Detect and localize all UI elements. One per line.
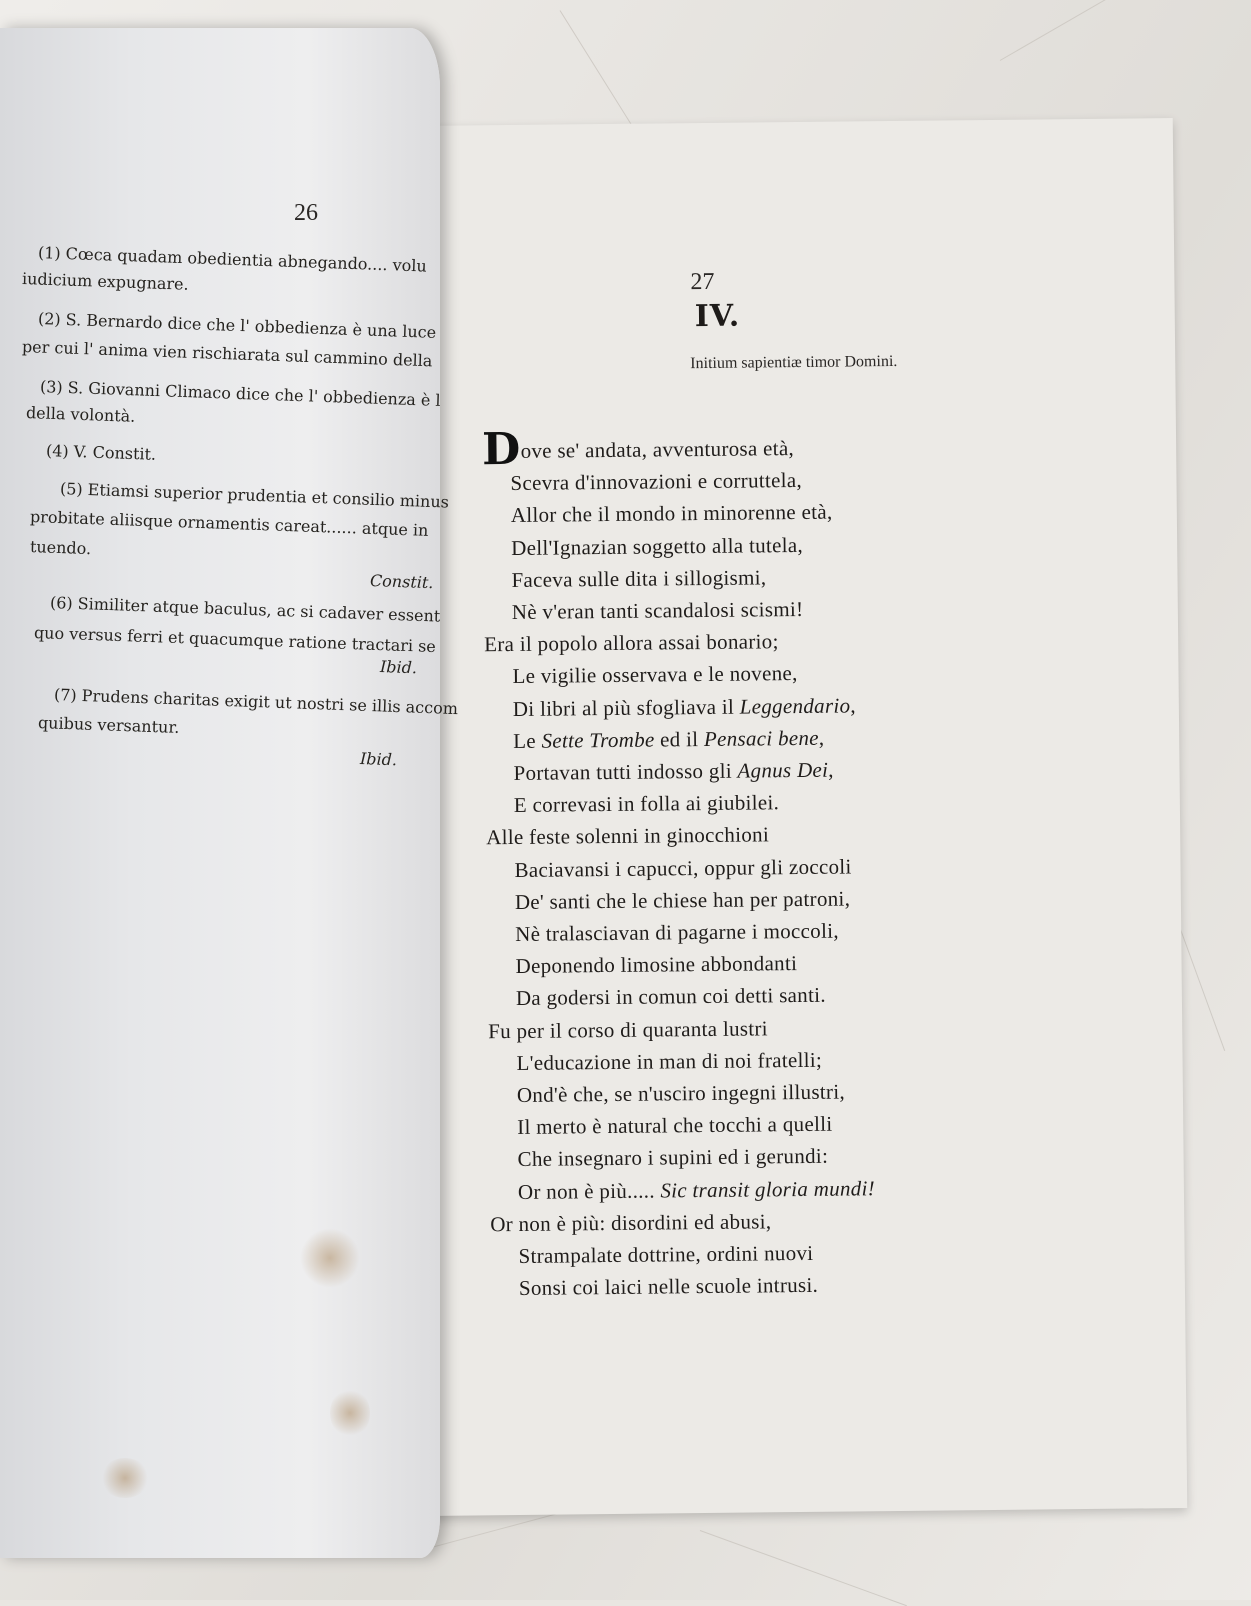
drop-cap: D bbox=[481, 423, 521, 476]
footnote-line: Ibid. bbox=[379, 657, 418, 678]
footnote-line: per cui l' anima vien rischiarata sul cammino della bbox=[21, 337, 433, 371]
poem-text: Nè v'eran tanti scandalosi scismi! bbox=[511, 596, 804, 625]
poem-text: Dell'Ignazian soggetto alla tutela, bbox=[511, 532, 804, 560]
footnote-line: Constit. bbox=[369, 571, 434, 593]
footnote-line: quo versus ferri et quacumque ratione tractari se bbox=[33, 623, 437, 657]
poem-text: Faceva sulle dita i sillogismi, bbox=[511, 565, 767, 592]
foxing-stain bbox=[300, 1228, 360, 1288]
footnote-line: (6) Similiter atque baculus, ac si cadaver essent bbox=[49, 593, 441, 626]
poem-text: Ond'è che, se n'usciro ingegni illustri, bbox=[516, 1079, 846, 1108]
poem-text: E correvasi in folla ai giubilei. bbox=[513, 790, 780, 818]
footnote-line: (1) Cœca quadam obedientia abnegando.... volu bbox=[37, 243, 428, 276]
footnote-line: della volontà. bbox=[25, 403, 136, 426]
footnote-line: (3) S. Giovanni Climaco dice che l' obbedienza è l bbox=[39, 377, 441, 410]
poem-text: , bbox=[828, 757, 834, 782]
poem-text: ed il bbox=[654, 726, 705, 752]
section-motto: Initium sapientiæ timor Domini. bbox=[690, 352, 898, 373]
footnote-line: (2) S. Bernardo dice che l' obbedienza è una luce bbox=[37, 309, 437, 342]
poem-text: Nè tralasciavan di pagarne i moccoli, bbox=[515, 918, 839, 947]
poem-italic: Leggendario bbox=[739, 693, 851, 719]
poem-text: Era il popolo allora assai bonario; bbox=[484, 629, 779, 657]
poem-line bbox=[491, 1267, 1051, 1305]
poem-text: , bbox=[850, 693, 857, 718]
footnote-line: quibus versantur. bbox=[37, 713, 180, 737]
poem-text: Scevra d'innovazioni e corruttela, bbox=[510, 468, 803, 496]
poem-italic: Sette Trombe bbox=[541, 727, 655, 753]
foxing-stain bbox=[330, 1388, 370, 1438]
footnote-line: Ibid. bbox=[359, 749, 398, 770]
poem-text: Fu per il corso di quaranta lustri bbox=[488, 1016, 768, 1043]
poem-italic: Agnus Dei bbox=[737, 757, 829, 783]
foxing-stain bbox=[100, 1458, 150, 1498]
poem-text: Baciavansi i capucci, oppur gli zoccoli bbox=[514, 854, 852, 882]
footnote-line: tuendo. bbox=[29, 537, 92, 559]
footnote-line: probitate aliisque ornamentis careat...... atque in bbox=[29, 507, 429, 540]
footnote-line: (7) Prudens charitas exigit ut nostri se illis accom bbox=[53, 685, 459, 719]
poem-text: , bbox=[818, 725, 825, 750]
poem-text: Che insegnaro i supini ed i gerundi: bbox=[517, 1144, 829, 1172]
surface-crack bbox=[700, 1530, 907, 1606]
poem-text: Le vigilie osservava e le novene, bbox=[512, 661, 798, 689]
left-page bbox=[0, 28, 459, 1558]
poem-text: Da godersi in comun coi detti santi. bbox=[515, 983, 826, 1011]
poem-text: De' santi che le chiese han per patroni, bbox=[514, 886, 851, 914]
poem-text: Allor che il mondo in minorenne età, bbox=[510, 500, 833, 528]
poem-italic: Sic transit gloria mundi! bbox=[660, 1175, 876, 1203]
poem-text: Or non è più..... bbox=[517, 1178, 661, 1204]
right-page bbox=[413, 118, 1188, 1516]
poem bbox=[481, 423, 1051, 1304]
surface-crack bbox=[1000, 0, 1174, 61]
footnote-line: iudicium expugnare. bbox=[21, 269, 189, 294]
section-heading: IV. bbox=[694, 298, 741, 335]
poem-text: Or non è più: disordini ed abusi, bbox=[490, 1209, 772, 1237]
page-number: 27 bbox=[690, 268, 715, 296]
poem-text: L'educazione in man di noi fratelli; bbox=[516, 1047, 823, 1075]
poem-text: ove se' andata, avventurosa età, bbox=[520, 436, 795, 463]
poem-text: Deponendo limosine abbondanti bbox=[515, 951, 798, 979]
poem-text: Alle feste solenni in ginocchioni bbox=[486, 822, 770, 850]
poem-italic: Pensaci bene bbox=[703, 725, 819, 751]
poem-text: Il merto è natural che tocchi a quelli bbox=[517, 1111, 833, 1140]
poem-text: Portavan tutti indosso gli bbox=[513, 758, 738, 786]
footnote-line: (4) V. Constit. bbox=[45, 441, 157, 464]
poem-text: Di libri al più sfogliava il bbox=[512, 694, 740, 721]
poem-text: Sonsi coi laici nelle scuole intrusi. bbox=[518, 1273, 819, 1301]
page-number: 26 bbox=[294, 200, 318, 226]
poem-text: Le bbox=[513, 728, 542, 753]
footnote-line: (5) Etiamsi superior prudentia et consilio minus bbox=[59, 479, 450, 512]
poem-text: Strampalate dottrine, ordini nuovi bbox=[518, 1240, 814, 1269]
